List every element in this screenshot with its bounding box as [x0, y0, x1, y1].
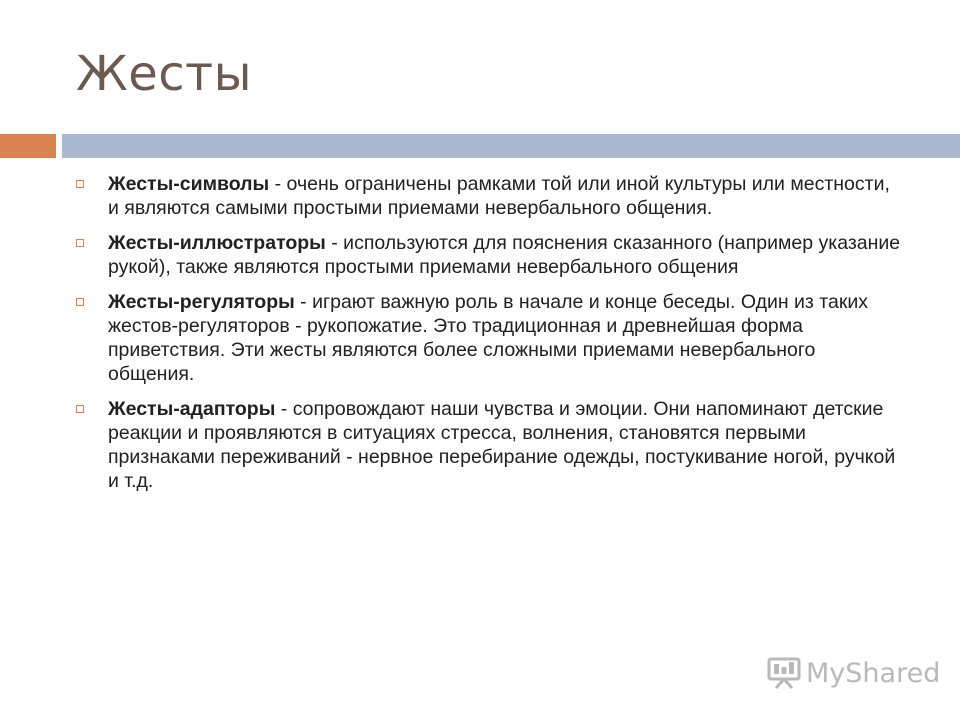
item-term: Жесты-иллюстраторы — [108, 232, 326, 254]
square-bullet-icon — [76, 180, 84, 188]
watermark-text: MyShared — [806, 657, 941, 689]
list-item — [76, 172, 906, 220]
list-item — [76, 290, 906, 386]
title-rule-accent — [0, 134, 56, 158]
item-term: Жесты-адапторы — [108, 398, 276, 420]
item-text: - используются для пояснения сказанного (например указание рукой), также являются простыми приемами невербального общения — [108, 232, 901, 278]
square-bullet-icon — [76, 298, 84, 306]
title-rule-bar — [62, 134, 960, 158]
square-bullet-icon — [76, 239, 84, 247]
myshared-watermark[interactable] — [766, 656, 940, 690]
item-text: - очень ограничены рамками той или иной культуры или местности, и являются самыми простыми приемами невербального общения. — [108, 173, 890, 219]
bullet-list — [76, 172, 906, 504]
list-item — [76, 397, 906, 493]
item-term: Жесты-символы — [108, 173, 270, 195]
item-text: - сопровождают наши чувства и эмоции. Они напоминают детские реакции и проявляются в ситуациях стресса, волнения, становятся первыми признаками переживаний - нервное перебирание одежды, постукивание ногой, ручкой и т.д. — [108, 398, 896, 492]
item-term: Жесты-регуляторы — [108, 291, 295, 313]
presentation-board-icon — [766, 656, 802, 690]
item-text: - играют важную роль в начале и конце беседы. Один из таких жестов-регуляторов - рукопожатие. Это традиционная и древнейшая форма приветствия. Эти жесты являются более сложными приемами невербального общения. — [108, 291, 869, 385]
list-item — [76, 231, 906, 279]
square-bullet-icon — [76, 405, 84, 413]
slide-title: Жесты — [76, 46, 252, 102]
